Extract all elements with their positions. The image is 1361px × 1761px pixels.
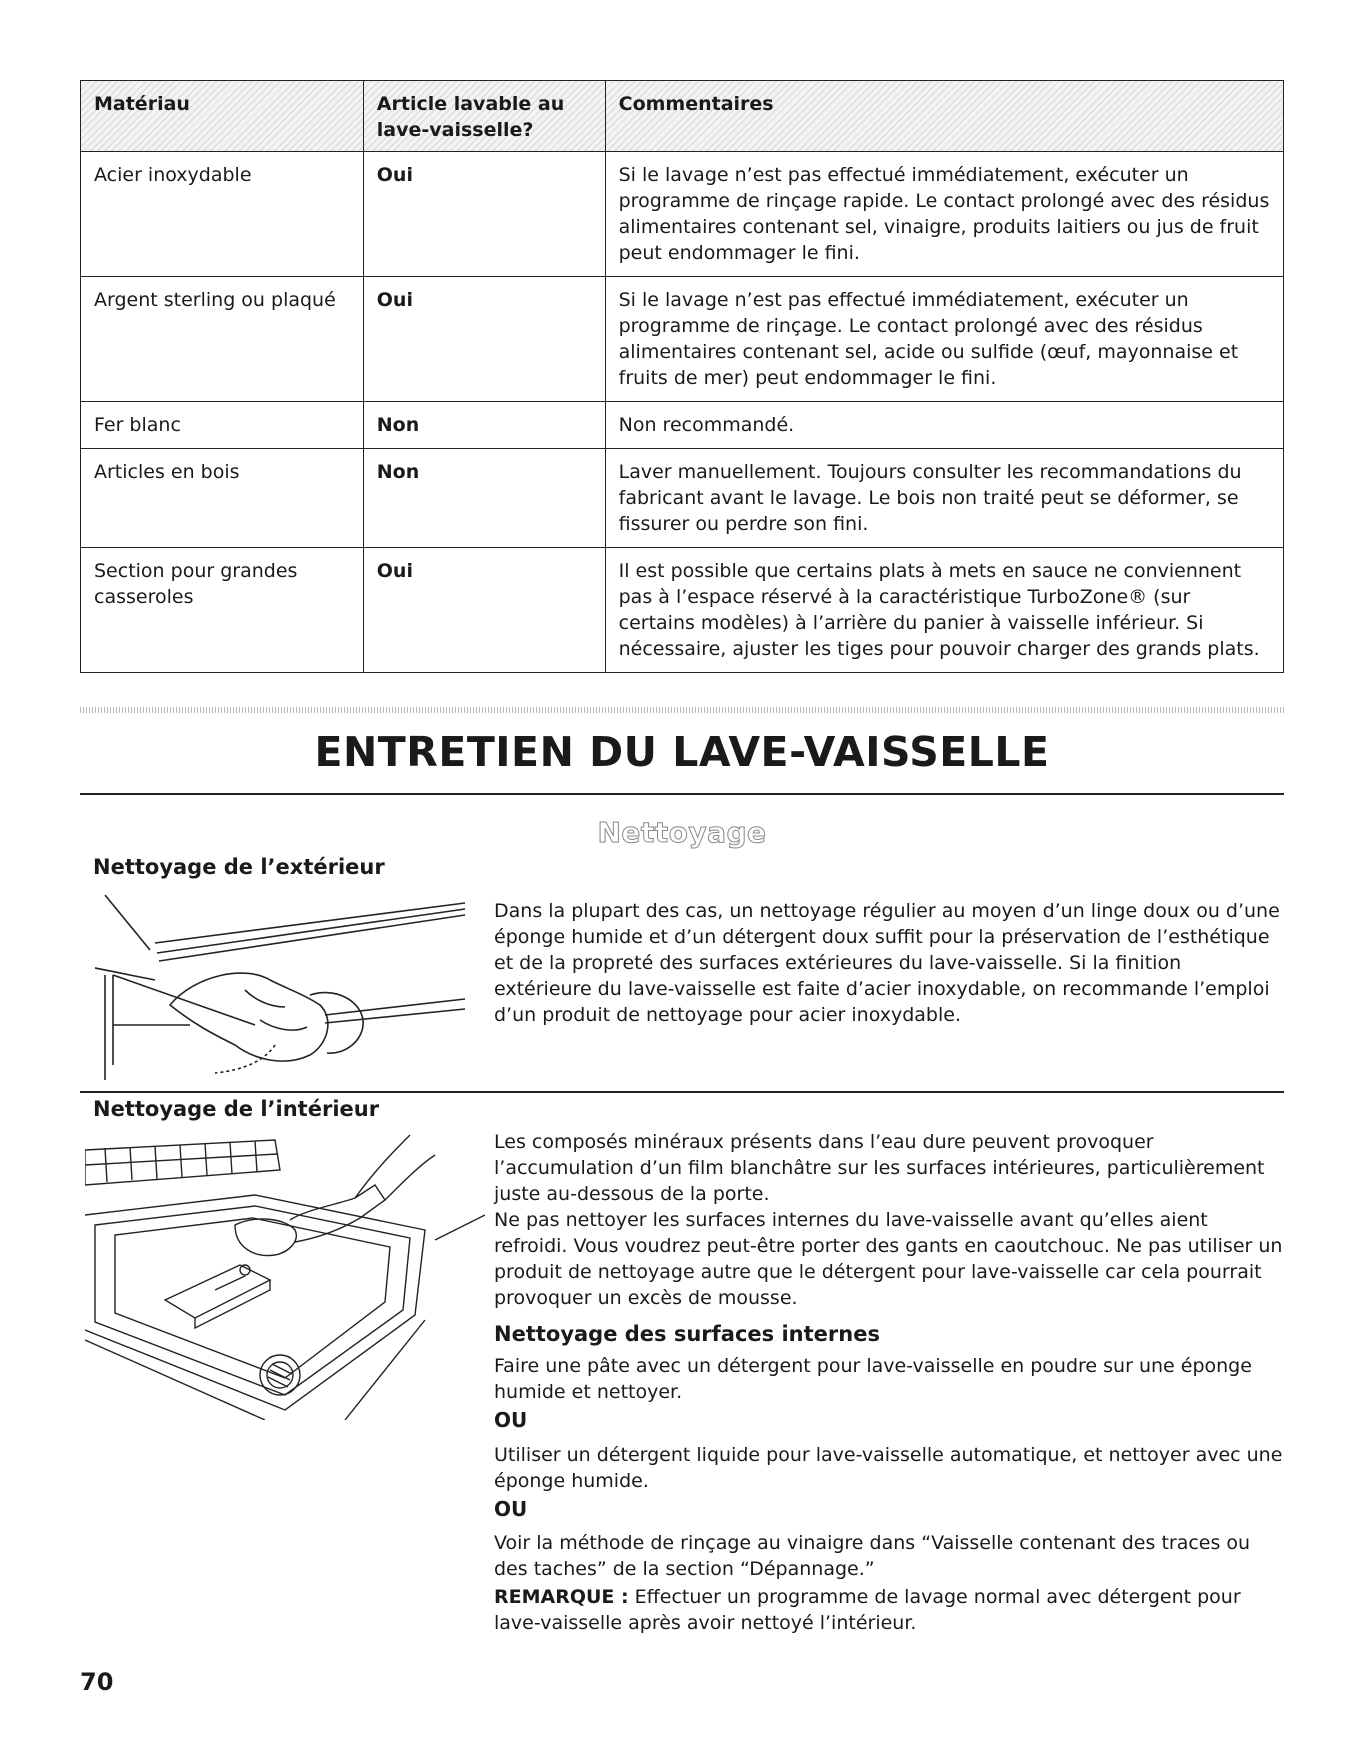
header-comments: Commentaires [605, 81, 1283, 152]
section-title: ENTRETIEN DU LAVE-VAISSELLE [314, 728, 1050, 776]
note [494, 1584, 1284, 1636]
cell-material: Fer blanc [81, 402, 364, 449]
cell-answer: Oui [363, 548, 605, 673]
cell-answer: Non [363, 402, 605, 449]
table-row [81, 548, 1284, 673]
materials-table [80, 80, 1284, 673]
table-row [81, 449, 1284, 548]
cell-answer: Oui [363, 277, 605, 402]
surfaces-text [494, 1353, 1284, 1405]
table-row [81, 152, 1284, 277]
header-material: Matériau [81, 81, 364, 152]
table-row [81, 402, 1284, 449]
liquid-detergent-paragraph: Utiliser un détergent liquide pour lave-vaisselle automatique, et nettoyer avec une éponge humide. [494, 1444, 1283, 1492]
interior-text-2 [494, 1207, 1284, 1311]
liquid-detergent-text [494, 1442, 1284, 1494]
note-text: Effectuer un programme de lavage normal avec détergent pour lave-vaisselle après avoir nettoyé l’intérieur. [494, 1586, 1241, 1634]
interior-cleaning-illustration [85, 1130, 485, 1420]
note-paragraph [494, 1584, 1284, 1636]
cell-answer: Non [363, 449, 605, 548]
cell-material: Section pour grandes casseroles [81, 548, 364, 673]
exterior-text [494, 898, 1284, 1028]
cell-material: Argent sterling ou plaqué [81, 277, 364, 402]
cell-comment: Si le lavage n’est pas effectué immédiatement, exécuter un programme de rinçage rapide. Le contact prolongé avec des résidus alimentaires contenant sel, vinaigre, produits laitiers ou jus de fruit peut endommager le fini. [605, 152, 1283, 277]
section-divider [80, 1091, 1284, 1093]
or-label-2: OU [494, 1497, 528, 1521]
vinegar-paragraph: Voir la méthode de rinçage au vinaigre dans “Vaisselle contenant des traces ou des taches” de la section “Dépannage.” [494, 1532, 1251, 1580]
vinegar-text [494, 1530, 1284, 1582]
cell-material: Articles en bois [81, 449, 364, 548]
dotted-divider [80, 707, 1284, 713]
interior-paragraph-minerals: Les composés minéraux présents dans l’eau dure peuvent provoquer l’accumulation d’un film blanchâtre sur les surfaces intérieures, particulièrement juste au-dessous de la porte. [494, 1131, 1265, 1205]
header-dishwasher-safe: Article lavable au lave-vaisselle? [363, 81, 605, 152]
page-number: 70 [80, 1668, 114, 1696]
subsection-title: Nettoyage [597, 816, 767, 849]
cell-comment: Laver manuellement. Toujours consulter les recommandations du fabricant avant le lavage. Le bois non traité peut se déformer, se fissurer ou perdre son fini. [605, 449, 1283, 548]
interior-text-1 [494, 1129, 1284, 1207]
exterior-cleaning-illustration [95, 895, 470, 1080]
exterior-paragraph: Dans la plupart des cas, un nettoyage régulier au moyen d’un linge doux ou d’une éponge humide et d’un détergent doux suffit pour la préservation de l’esthétique et de la propreté des surfaces extérieures du lave-vaisselle. Si la finition extérieure du lave-vaisselle est faite d’acier inoxydable, on recommande l’emploi d’un produit de nettoyage pour acier inoxydable. [494, 900, 1280, 1026]
interior-heading: Nettoyage de l’intérieur [93, 1097, 380, 1121]
table-header-row [81, 81, 1284, 152]
or-label-1: OU [494, 1408, 528, 1432]
cell-comment: Non recommandé. [605, 402, 1283, 449]
exterior-heading: Nettoyage de l’extérieur [93, 855, 385, 879]
cell-material: Acier inoxydable [81, 152, 364, 277]
title-divider [80, 793, 1284, 795]
cell-answer: Oui [363, 152, 605, 277]
surfaces-paragraph: Faire une pâte avec un détergent pour lave-vaisselle en poudre sur une éponge humide et nettoyer. [494, 1355, 1252, 1403]
surfaces-heading: Nettoyage des surfaces internes [494, 1322, 880, 1346]
cell-comment: Il est possible que certains plats à mets en sauce ne conviennent pas à l’espace réservé à la caractéristique TurboZone® (sur certains modèles) à l’arrière du panier à vaisselle inférieur. Si nécessaire, ajuster les tiges pour pouvoir charger des grands plats. [605, 548, 1283, 673]
cell-comment: Si le lavage n’est pas effectué immédiatement, exécuter un programme de rinçage. Le contact prolongé avec des résidus alimentaires contenant sel, acide ou sulfide (œuf, mayonnaise et fruits de mer) peut endommager le fini. [605, 277, 1283, 402]
note-label: REMARQUE : [494, 1586, 629, 1608]
table-row [81, 277, 1284, 402]
interior-paragraph-cooling: Ne pas nettoyer les surfaces internes du lave-vaisselle avant qu’elles aient refroidi. Vous voudrez peut-être porter des gants en caoutchouc. Ne pas utiliser un produit de nettoyage autre que le détergent pour lave-vaisselle car cela pourrait provoquer un excès de mousse. [494, 1209, 1283, 1309]
